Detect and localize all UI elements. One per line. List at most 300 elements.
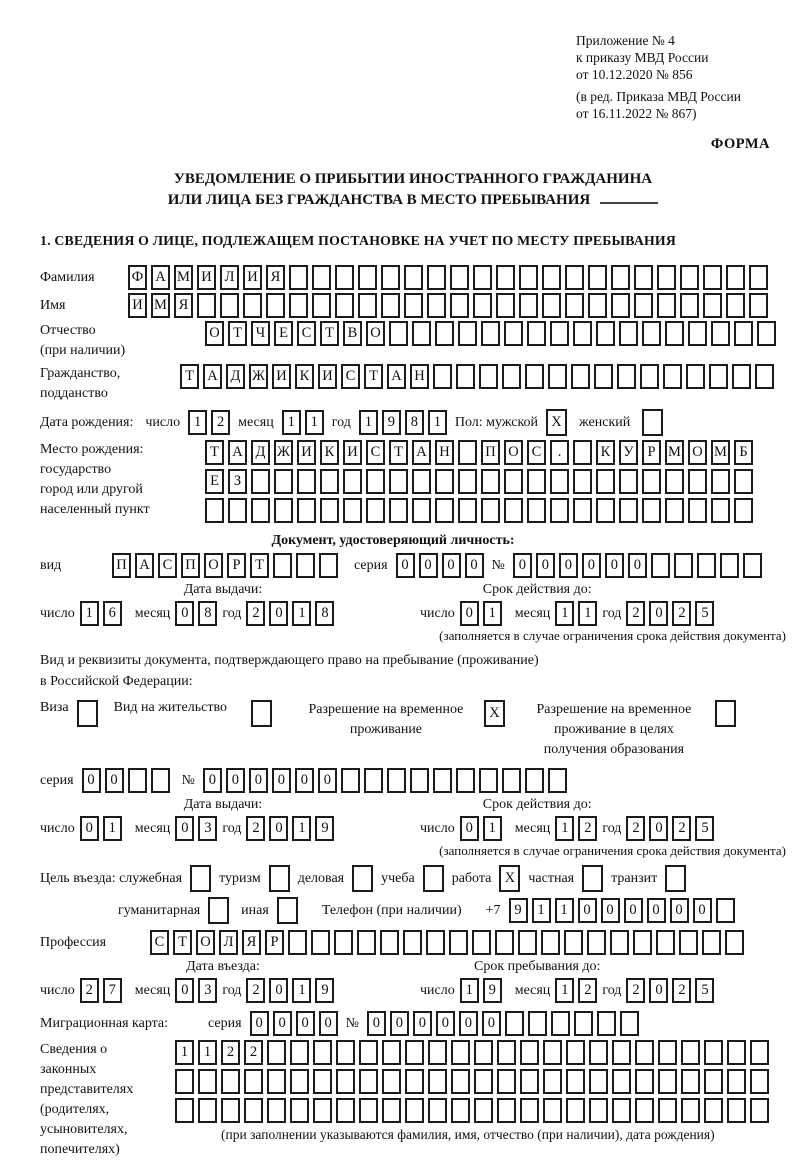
migration-series-field-2[interactable]: 0 [296, 1011, 315, 1036]
migration-number-field-9[interactable] [574, 1011, 593, 1036]
birthplace-field-row1[interactable] [205, 440, 753, 465]
permit-series-field-1[interactable]: 0 [105, 768, 124, 793]
custodians-field-row2-14[interactable] [497, 1069, 516, 1094]
given-name-field-5[interactable] [243, 293, 262, 318]
birthplace-field-row2-7[interactable] [366, 469, 385, 494]
birthplace-field-row1-1[interactable]: А [228, 440, 247, 465]
purpose-other-checkbox[interactable] [277, 897, 298, 924]
birthplace-field-row1-5[interactable]: К [320, 440, 339, 465]
temp-permit-edu-checkbox[interactable] [715, 700, 736, 727]
custodians-field-row1-0[interactable]: 1 [175, 1040, 194, 1065]
given-name-field-13[interactable] [427, 293, 446, 318]
custodians-field-row1-19[interactable] [612, 1040, 631, 1065]
custodians-field-row2-7[interactable] [336, 1069, 355, 1094]
surname-field-6[interactable]: Я [266, 265, 285, 290]
migration-series-field-1[interactable]: 0 [273, 1011, 292, 1036]
surname-field-2[interactable]: М [174, 265, 193, 290]
surname-field-20[interactable] [588, 265, 607, 290]
entry-year-field-3[interactable]: 9 [315, 978, 334, 1003]
birthplace-field-row3-16[interactable] [573, 498, 592, 523]
surname-field-19[interactable] [565, 265, 584, 290]
custodians-field-row2-18[interactable] [589, 1069, 608, 1094]
citizenship-field-7[interactable]: С [341, 364, 360, 389]
permit-valid-month-field-1[interactable]: 2 [578, 816, 597, 841]
sex-male-checkbox[interactable] [546, 409, 567, 436]
birthplace-field-row2-22[interactable] [711, 469, 730, 494]
permit-issue-year-field-3[interactable]: 9 [315, 816, 334, 841]
birthplace-field-row3-9[interactable] [412, 498, 431, 523]
birthplace-field-row2-2[interactable] [251, 469, 270, 494]
doc-series-field-0[interactable]: 0 [396, 553, 415, 578]
doc-issue-year-field-1[interactable]: 0 [269, 601, 288, 626]
patronymic-field-5[interactable]: Т [320, 321, 339, 346]
birthplace-field-row1-12[interactable]: П [481, 440, 500, 465]
custodians-field-row2-12[interactable] [451, 1069, 470, 1094]
migration-number-field-0[interactable]: 0 [367, 1011, 386, 1036]
migration-number-field-10[interactable] [597, 1011, 616, 1036]
custodians-field-row1-20[interactable] [635, 1040, 654, 1065]
citizenship-field-18[interactable] [594, 364, 613, 389]
birthplace-field-row3-8[interactable] [389, 498, 408, 523]
surname-field-23[interactable] [657, 265, 676, 290]
migration-series-field-0[interactable]: 0 [250, 1011, 269, 1036]
custodians-field-row1-13[interactable] [474, 1040, 493, 1065]
birthplace-field-row2-18[interactable] [619, 469, 638, 494]
stay-year-field-0[interactable]: 2 [626, 978, 645, 1003]
permit-number-field-5[interactable]: 0 [318, 768, 337, 793]
surname-field[interactable] [128, 265, 768, 290]
citizenship-field-21[interactable] [663, 364, 682, 389]
given-name-field-6[interactable] [266, 293, 285, 318]
birthplace-field-row3-15[interactable] [550, 498, 569, 523]
surname-field-13[interactable] [427, 265, 446, 290]
profession-field-5[interactable]: Р [265, 930, 284, 955]
citizenship-field-2[interactable]: Д [226, 364, 245, 389]
custodians-field-row3-15[interactable] [520, 1098, 539, 1123]
patronymic-field-1[interactable]: Т [228, 321, 247, 346]
birthplace-field-row1-8[interactable]: Т [389, 440, 408, 465]
birthplace-field-row3-7[interactable] [366, 498, 385, 523]
permit-issue-month-field-0[interactable]: 0 [175, 816, 194, 841]
patronymic-field[interactable] [205, 321, 776, 346]
birthplace-field-row3-6[interactable] [343, 498, 362, 523]
birthplace-field-row2-1[interactable]: З [228, 469, 247, 494]
doc-number-field-6[interactable] [651, 553, 670, 578]
profession-field-6[interactable] [288, 930, 307, 955]
birthplace-field-row2-4[interactable] [297, 469, 316, 494]
purpose-official-checkbox-0[interactable] [190, 865, 211, 892]
given-name-field-7[interactable] [289, 293, 308, 318]
profession-field-18[interactable] [564, 930, 583, 955]
migration-number-field-5[interactable]: 0 [482, 1011, 501, 1036]
given-name-field-4[interactable] [220, 293, 239, 318]
profession-field-7[interactable] [311, 930, 330, 955]
custodians-field-row3-7[interactable] [336, 1098, 355, 1123]
permit-number-field-14[interactable] [525, 768, 544, 793]
permit-series-field-3[interactable] [151, 768, 170, 793]
doc-issue-month-field[interactable] [175, 601, 217, 626]
birthplace-field-row2-8[interactable] [389, 469, 408, 494]
patronymic-field-18[interactable] [619, 321, 638, 346]
patronymic-field-7[interactable]: О [366, 321, 385, 346]
permit-issue-day-field-0[interactable]: 0 [80, 816, 99, 841]
permit-valid-year-field-2[interactable]: 2 [672, 816, 691, 841]
birthplace-field-row3-22[interactable] [711, 498, 730, 523]
purpose-business-checkbox[interactable] [352, 865, 373, 892]
doc-issue-month-field-1[interactable]: 8 [198, 601, 217, 626]
doc-number-field-5[interactable]: 0 [628, 553, 647, 578]
doc-valid-day-field-1[interactable]: 1 [483, 601, 502, 626]
given-name-field-3[interactable] [197, 293, 216, 318]
stay-day-field[interactable] [460, 978, 502, 1003]
purpose-transit-checkbox-0[interactable] [665, 865, 686, 892]
permit-issue-month-field[interactable] [175, 816, 217, 841]
surname-field-18[interactable] [542, 265, 561, 290]
surname-field-14[interactable] [450, 265, 469, 290]
custodians-field-row2-10[interactable] [405, 1069, 424, 1094]
phone-field-2[interactable]: 1 [555, 898, 574, 923]
migration-number-field-6[interactable] [505, 1011, 524, 1036]
surname-field-10[interactable] [358, 265, 377, 290]
given-name-field-19[interactable] [565, 293, 584, 318]
custodians-field-row1-22[interactable] [681, 1040, 700, 1065]
purpose-work-checkbox[interactable] [499, 865, 520, 892]
doc-number-field[interactable] [513, 553, 762, 578]
permit-valid-day-field-0[interactable]: 0 [460, 816, 479, 841]
purpose-business-checkbox-0[interactable] [352, 865, 373, 892]
given-name-field-1[interactable]: М [151, 293, 170, 318]
custodians-field-row2-25[interactable] [750, 1069, 769, 1094]
doc-issue-year-field-2[interactable]: 1 [292, 601, 311, 626]
citizenship-field-11[interactable] [433, 364, 452, 389]
given-name-field-24[interactable] [680, 293, 699, 318]
permit-valid-day-field[interactable] [460, 816, 502, 841]
custodians-field-row2-5[interactable] [290, 1069, 309, 1094]
surname-field-4[interactable]: Л [220, 265, 239, 290]
custodians-field-row2-16[interactable] [543, 1069, 562, 1094]
custodians-field-row2-23[interactable] [704, 1069, 723, 1094]
doc-number-field-3[interactable]: 0 [582, 553, 601, 578]
birth-month-field-0[interactable]: 1 [282, 410, 301, 435]
migration-number-field-1[interactable]: 0 [390, 1011, 409, 1036]
custodians-field-row1-15[interactable] [520, 1040, 539, 1065]
patronymic-field-9[interactable] [412, 321, 431, 346]
doc-number-field-4[interactable]: 0 [605, 553, 624, 578]
custodians-field-row3-20[interactable] [635, 1098, 654, 1123]
custodians-field-row2-6[interactable] [313, 1069, 332, 1094]
custodians-field-row1-17[interactable] [566, 1040, 585, 1065]
visa-checkbox[interactable] [77, 700, 98, 727]
birthplace-field-row2-5[interactable] [320, 469, 339, 494]
doc-issue-day-field[interactable] [80, 601, 122, 626]
birthplace-field-row3-10[interactable] [435, 498, 454, 523]
given-name-field-14[interactable] [450, 293, 469, 318]
custodians-field-row3-23[interactable] [704, 1098, 723, 1123]
birthplace-field-row1-13[interactable]: О [504, 440, 523, 465]
given-name-field-15[interactable] [473, 293, 492, 318]
birth-year-field[interactable] [359, 410, 447, 435]
given-name-field-0[interactable]: И [128, 293, 147, 318]
profession-field-15[interactable] [495, 930, 514, 955]
given-name-field-2[interactable]: Я [174, 293, 193, 318]
purpose-humanitarian-checkbox-0[interactable] [208, 897, 229, 924]
birthplace-field-row1-18[interactable]: У [619, 440, 638, 465]
phone-field-6[interactable]: 0 [647, 898, 666, 923]
birth-day-field-1[interactable]: 2 [211, 410, 230, 435]
doc-number-field-7[interactable] [674, 553, 693, 578]
birthplace-field-row1-2[interactable]: Д [251, 440, 270, 465]
citizenship-field-8[interactable]: Т [364, 364, 383, 389]
purpose-private-checkbox[interactable] [582, 865, 603, 892]
purpose-study-checkbox-0[interactable] [423, 865, 444, 892]
doc-number-field-0[interactable]: 0 [513, 553, 532, 578]
patronymic-field-24[interactable] [757, 321, 776, 346]
patronymic-field-0[interactable]: О [205, 321, 224, 346]
doc-type-field-7[interactable] [273, 553, 292, 578]
entry-month-field-1[interactable]: 3 [198, 978, 217, 1003]
patronymic-field-20[interactable] [665, 321, 684, 346]
patronymic-field-15[interactable] [550, 321, 569, 346]
birth-year-field-2[interactable]: 8 [405, 410, 424, 435]
purpose-study-checkbox[interactable] [423, 865, 444, 892]
given-name-field-21[interactable] [611, 293, 630, 318]
citizenship-field-22[interactable] [686, 364, 705, 389]
entry-month-field-0[interactable]: 0 [175, 978, 194, 1003]
surname-field-7[interactable] [289, 265, 308, 290]
birthplace-field-row1-11[interactable] [458, 440, 477, 465]
given-name-field-17[interactable] [519, 293, 538, 318]
custodians-field-row1-24[interactable] [727, 1040, 746, 1065]
custodians-field-row1-2[interactable]: 2 [221, 1040, 240, 1065]
profession-field-21[interactable] [633, 930, 652, 955]
sex-female-checkbox[interactable] [642, 409, 663, 436]
sex-male-checkbox-0[interactable]: X [546, 409, 567, 436]
birthplace-field-row2-3[interactable] [274, 469, 293, 494]
birthplace-field-row3-23[interactable] [734, 498, 753, 523]
migration-number-field-11[interactable] [620, 1011, 639, 1036]
birthplace-field-row2-19[interactable] [642, 469, 661, 494]
citizenship-field-9[interactable]: А [387, 364, 406, 389]
citizenship-field-4[interactable]: И [272, 364, 291, 389]
profession-field-22[interactable] [656, 930, 675, 955]
purpose-tourism-checkbox[interactable] [269, 865, 290, 892]
birthplace-field-row1-7[interactable]: С [366, 440, 385, 465]
birthplace-field-row3-4[interactable] [297, 498, 316, 523]
birthplace-field-row2-11[interactable] [458, 469, 477, 494]
custodians-field-row3-16[interactable] [543, 1098, 562, 1123]
birthplace-field-row2-15[interactable] [550, 469, 569, 494]
entry-day-field-1[interactable]: 7 [103, 978, 122, 1003]
entry-year-field-2[interactable]: 1 [292, 978, 311, 1003]
permit-number-field-0[interactable]: 0 [203, 768, 222, 793]
doc-type-field-0[interactable]: П [112, 553, 131, 578]
custodians-field-row2-1[interactable] [198, 1069, 217, 1094]
birthplace-field-row2-13[interactable] [504, 469, 523, 494]
surname-field-25[interactable] [703, 265, 722, 290]
permit-issue-day-field[interactable] [80, 816, 122, 841]
permit-valid-day-field-1[interactable]: 1 [483, 816, 502, 841]
patronymic-field-12[interactable] [481, 321, 500, 346]
permit-number-field-6[interactable] [341, 768, 360, 793]
patronymic-field-2[interactable]: Ч [251, 321, 270, 346]
profession-field-11[interactable] [403, 930, 422, 955]
purpose-official-checkbox[interactable] [190, 865, 211, 892]
birth-day-field[interactable] [188, 410, 230, 435]
custodians-field-row1-14[interactable] [497, 1040, 516, 1065]
doc-type-field-4[interactable]: О [204, 553, 223, 578]
custodians-field-row3-14[interactable] [497, 1098, 516, 1123]
profession-field-25[interactable] [725, 930, 744, 955]
birthplace-field-row2-6[interactable] [343, 469, 362, 494]
birthplace-field-row3-17[interactable] [596, 498, 615, 523]
doc-series-field-3[interactable]: 0 [465, 553, 484, 578]
patronymic-field-8[interactable] [389, 321, 408, 346]
citizenship-field-25[interactable] [755, 364, 774, 389]
birth-year-field-0[interactable]: 1 [359, 410, 378, 435]
custodians-field-row1-1[interactable]: 1 [198, 1040, 217, 1065]
temp-permit-checkbox[interactable] [484, 700, 505, 727]
custodians-field-row1-9[interactable] [382, 1040, 401, 1065]
citizenship-field[interactable] [180, 364, 774, 389]
surname-field-5[interactable]: И [243, 265, 262, 290]
custodians-field-row3-2[interactable] [221, 1098, 240, 1123]
surname-field-27[interactable] [749, 265, 768, 290]
custodians-field-row1-6[interactable] [313, 1040, 332, 1065]
birthplace-field-row3-0[interactable] [205, 498, 224, 523]
birthplace-field-row2-23[interactable] [734, 469, 753, 494]
permit-issue-year-field-1[interactable]: 0 [269, 816, 288, 841]
birthplace-field-row3-12[interactable] [481, 498, 500, 523]
citizenship-field-19[interactable] [617, 364, 636, 389]
custodians-field-row3-11[interactable] [428, 1098, 447, 1123]
birthplace-field-row2-0[interactable]: Е [205, 469, 224, 494]
custodians-field-row2-21[interactable] [658, 1069, 677, 1094]
profession-field-23[interactable] [679, 930, 698, 955]
entry-month-field[interactable] [175, 978, 217, 1003]
permit-valid-year-field[interactable] [626, 816, 714, 841]
permit-number-field-3[interactable]: 0 [272, 768, 291, 793]
profession-field-1[interactable]: Т [173, 930, 192, 955]
birthplace-field-row1-14[interactable]: С [527, 440, 546, 465]
custodians-field-row2-3[interactable] [244, 1069, 263, 1094]
profession-field-16[interactable] [518, 930, 537, 955]
doc-number-field-9[interactable] [720, 553, 739, 578]
birthplace-field-row3[interactable] [205, 498, 753, 523]
birthplace-field-row3-18[interactable] [619, 498, 638, 523]
birthplace-field-row1-4[interactable]: И [297, 440, 316, 465]
patronymic-field-6[interactable]: В [343, 321, 362, 346]
permit-valid-year-field-0[interactable]: 2 [626, 816, 645, 841]
custodians-field-row2-11[interactable] [428, 1069, 447, 1094]
birth-month-field[interactable] [282, 410, 324, 435]
migration-number-field-2[interactable]: 0 [413, 1011, 432, 1036]
surname-field-12[interactable] [404, 265, 423, 290]
birth-day-field-0[interactable]: 1 [188, 410, 207, 435]
profession-field-3[interactable]: Л [219, 930, 238, 955]
doc-valid-year-field-2[interactable]: 2 [672, 601, 691, 626]
phone-field-3[interactable]: 0 [578, 898, 597, 923]
birthplace-field-row1-15[interactable]: . [550, 440, 569, 465]
entry-year-field-1[interactable]: 0 [269, 978, 288, 1003]
doc-issue-day-field-0[interactable]: 1 [80, 601, 99, 626]
phone-field-0[interactable]: 9 [509, 898, 528, 923]
permit-issue-year-field[interactable] [246, 816, 334, 841]
birthplace-field-row3-19[interactable] [642, 498, 661, 523]
doc-type-field-8[interactable] [296, 553, 315, 578]
birthplace-field-row1-23[interactable]: Б [734, 440, 753, 465]
birthplace-field-row1-20[interactable]: М [665, 440, 684, 465]
purpose-tourism-checkbox-0[interactable] [269, 865, 290, 892]
given-name-field-10[interactable] [358, 293, 377, 318]
profession-field-4[interactable]: Я [242, 930, 261, 955]
citizenship-field-1[interactable]: А [203, 364, 222, 389]
custodians-field-row3-25[interactable] [750, 1098, 769, 1123]
birthplace-field-row2-14[interactable] [527, 469, 546, 494]
stay-year-field-1[interactable]: 0 [649, 978, 668, 1003]
profession-field-24[interactable] [702, 930, 721, 955]
patronymic-field-11[interactable] [458, 321, 477, 346]
profession-field-13[interactable] [449, 930, 468, 955]
custodians-field-row3-18[interactable] [589, 1098, 608, 1123]
birthplace-field-row2-17[interactable] [596, 469, 615, 494]
birth-year-field-3[interactable]: 1 [428, 410, 447, 435]
custodians-field-row2-20[interactable] [635, 1069, 654, 1094]
surname-field-26[interactable] [726, 265, 745, 290]
citizenship-field-24[interactable] [732, 364, 751, 389]
birthplace-field-row1-9[interactable]: А [412, 440, 431, 465]
custodians-field-row2-9[interactable] [382, 1069, 401, 1094]
birth-year-field-1[interactable]: 9 [382, 410, 401, 435]
given-name-field[interactable] [128, 293, 768, 318]
custodians-field-row1-18[interactable] [589, 1040, 608, 1065]
entry-year-field[interactable] [246, 978, 334, 1003]
temp-permit-checkbox-0[interactable]: X [484, 700, 505, 727]
migration-number-field-8[interactable] [551, 1011, 570, 1036]
purpose-work-checkbox-0[interactable]: X [499, 865, 520, 892]
doc-valid-month-field-0[interactable]: 1 [555, 601, 574, 626]
custodians-field-row2-2[interactable] [221, 1069, 240, 1094]
custodians-field-row2[interactable] [175, 1069, 769, 1094]
birth-month-field-1[interactable]: 1 [305, 410, 324, 435]
phone-field-5[interactable]: 0 [624, 898, 643, 923]
custodians-field-row2-4[interactable] [267, 1069, 286, 1094]
stay-month-field[interactable] [555, 978, 597, 1003]
patronymic-field-22[interactable] [711, 321, 730, 346]
custodians-field-row3-13[interactable] [474, 1098, 493, 1123]
birthplace-field-row3-14[interactable] [527, 498, 546, 523]
doc-type-field[interactable] [112, 553, 338, 578]
birthplace-field-row2-9[interactable] [412, 469, 431, 494]
doc-valid-year-field-0[interactable]: 2 [626, 601, 645, 626]
stay-day-field-1[interactable]: 9 [483, 978, 502, 1003]
custodians-field-row3-10[interactable] [405, 1098, 424, 1123]
birthplace-field-row3-13[interactable] [504, 498, 523, 523]
migration-number-field[interactable] [367, 1011, 639, 1036]
doc-type-field-3[interactable]: П [181, 553, 200, 578]
visa-checkbox-0[interactable] [77, 700, 98, 727]
profession-field-17[interactable] [541, 930, 560, 955]
stay-day-field-0[interactable]: 1 [460, 978, 479, 1003]
given-name-field-9[interactable] [335, 293, 354, 318]
patronymic-field-13[interactable] [504, 321, 523, 346]
permit-number-field-1[interactable]: 0 [226, 768, 245, 793]
custodians-field-row2-22[interactable] [681, 1069, 700, 1094]
doc-valid-month-field-1[interactable]: 1 [578, 601, 597, 626]
permit-series-field-2[interactable] [128, 768, 147, 793]
custodians-field-row2-24[interactable] [727, 1069, 746, 1094]
migration-series-field[interactable] [250, 1011, 338, 1036]
patronymic-field-19[interactable] [642, 321, 661, 346]
